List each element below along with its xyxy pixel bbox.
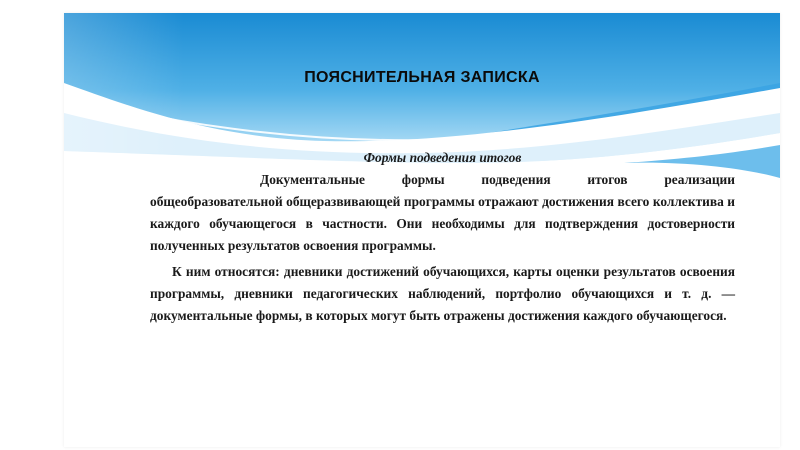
presentation-slide xyxy=(64,13,780,447)
paragraph-2: К ним относятся: дневники достижений обучающихся, карты оценки результатов освоения программы, дневники педагогических наблюдений, портфолио обучающихся и т. д. — документальные формы, в которых могут быть отражены достижения каждого обучающегося. xyxy=(150,264,735,323)
slide-title: ПОЯСНИТЕЛЬНАЯ ЗАПИСКА xyxy=(304,69,540,86)
subheading: Формы подведения итогов xyxy=(363,150,522,165)
paragraph-1: Документальные формы подведения итогов реализации общеобразовательной общеразвивающей программы отражают достижения всего коллектива и каждого обучающегося в частности. Они необходимы для подтверждения достоверности полученных результатов освоения программы. xyxy=(150,172,735,253)
slide-body xyxy=(150,147,735,327)
